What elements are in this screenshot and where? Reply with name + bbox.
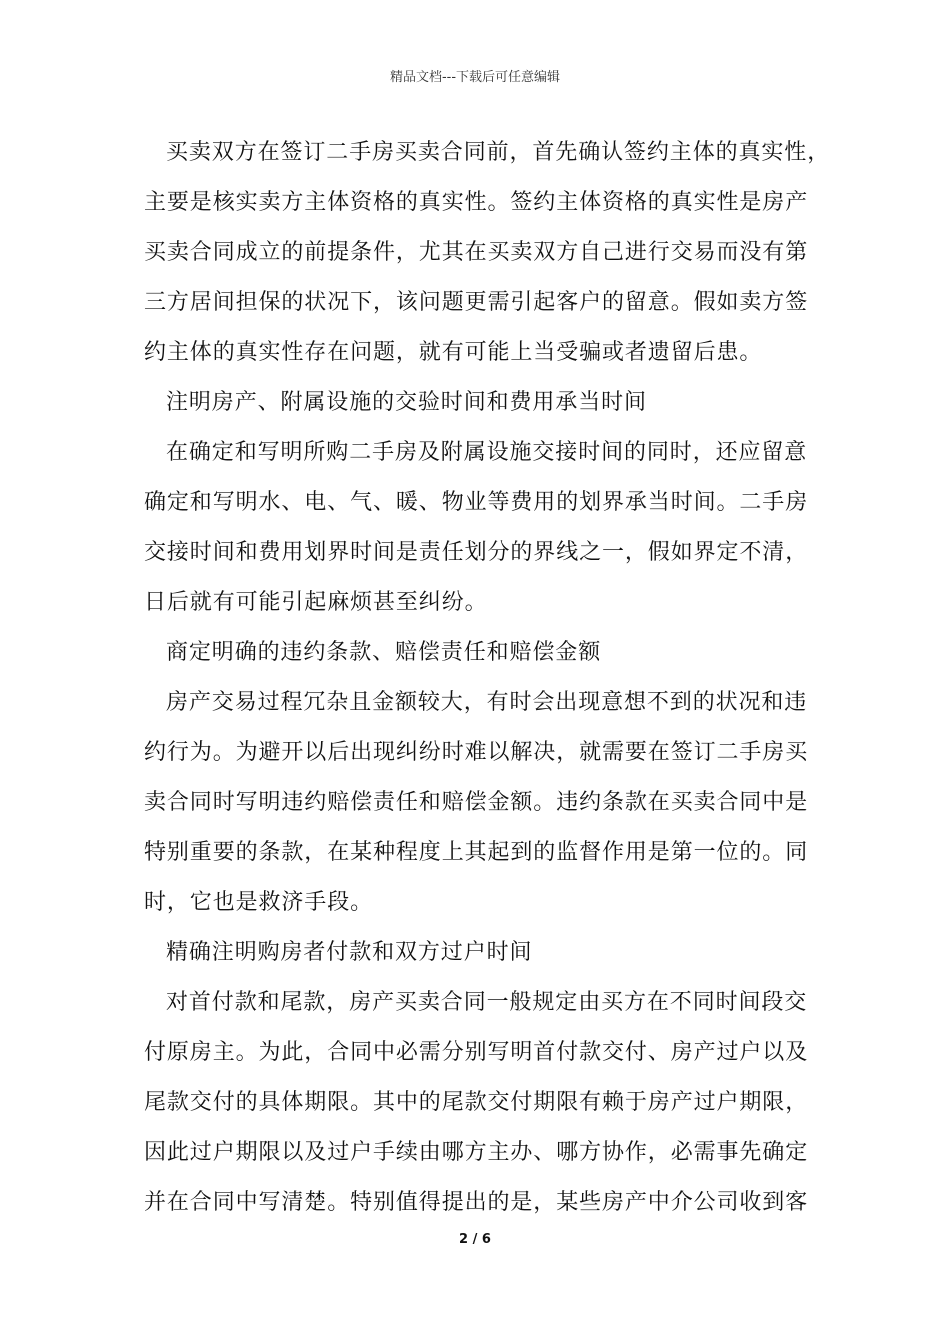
paragraph-line: 卖合同时写明违约赔偿责任和赔偿金额。违约条款在买卖合同中是 [144,790,809,815]
document-body [144,128,831,1228]
paragraph-line: 房产交易过程冗杂且金额较大，有时会出现意想不到的状况和违 [166,690,808,715]
paragraph-line: 买卖合同成立的前提条件，尤其在买卖双方自己进行交易而没有第 [144,240,809,265]
section-heading: 注明房产、附属设施的交验时间和费用承当时间 [166,390,647,415]
paragraph-line: 特别重要的条款，在某种程度上其起到的监督作用是第一位的。同 [144,840,809,865]
paragraph-line: 并在合同中写清楚。特别值得提出的是，某些房产中介公司收到客 [144,1190,809,1215]
section-heading: 精确注明购房者付款和双方过户时间 [166,940,533,965]
paragraph-line: 尾款交付的具体期限。其中的尾款交付期限有赖于房产过户期限， [144,1090,809,1115]
paragraph-line: 在确定和写明所购二手房及附属设施交接时间的同时，还应留意 [166,440,808,465]
paragraph-line: 买卖双方在签订二手房买卖合同前，首先确认签约主体的真实性， [166,140,831,165]
paragraph-line: 付原房主。为此，合同中必需分别写明首付款交付、房产过户以及 [144,1040,809,1065]
paragraph-line: 三方居间担保的状况下，该问题更需引起客户的留意。假如卖方签 [144,290,809,315]
paragraph-line: 因此过户期限以及过户手续由哪方主办、哪方协作，必需事先确定 [144,1140,809,1165]
paragraph-line: 确定和写明水、电、气、暖、物业等费用的划界承当时间。二手房 [144,490,809,515]
paragraph-line: 约行为。为避开以后出现纠纷时难以解决，就需要在签订二手房买 [144,740,809,765]
page-number: 2 / 6 [459,1232,491,1247]
section-heading: 商定明确的违约条款、赔偿责任和赔偿金额 [166,640,602,665]
page-header: 精品文档---下载后可任意编辑 [389,70,561,85]
paragraph-line: 约主体的真实性存在问题，就有可能上当受骗或者遗留后患。 [144,340,763,365]
paragraph-line: 时，它也是救济手段。 [144,890,374,915]
paragraph-line: 主要是核实卖方主体资格的真实性。签约主体资格的真实性是房产 [144,190,809,215]
paragraph-line: 对首付款和尾款，房产买卖合同一般规定由买方在不同时间段交 [166,990,808,1015]
paragraph-line: 日后就有可能引起麻烦甚至纠纷。 [144,590,488,615]
paragraph-line: 交接时间和费用划界时间是责任划分的界线之一，假如界定不清， [144,540,809,565]
